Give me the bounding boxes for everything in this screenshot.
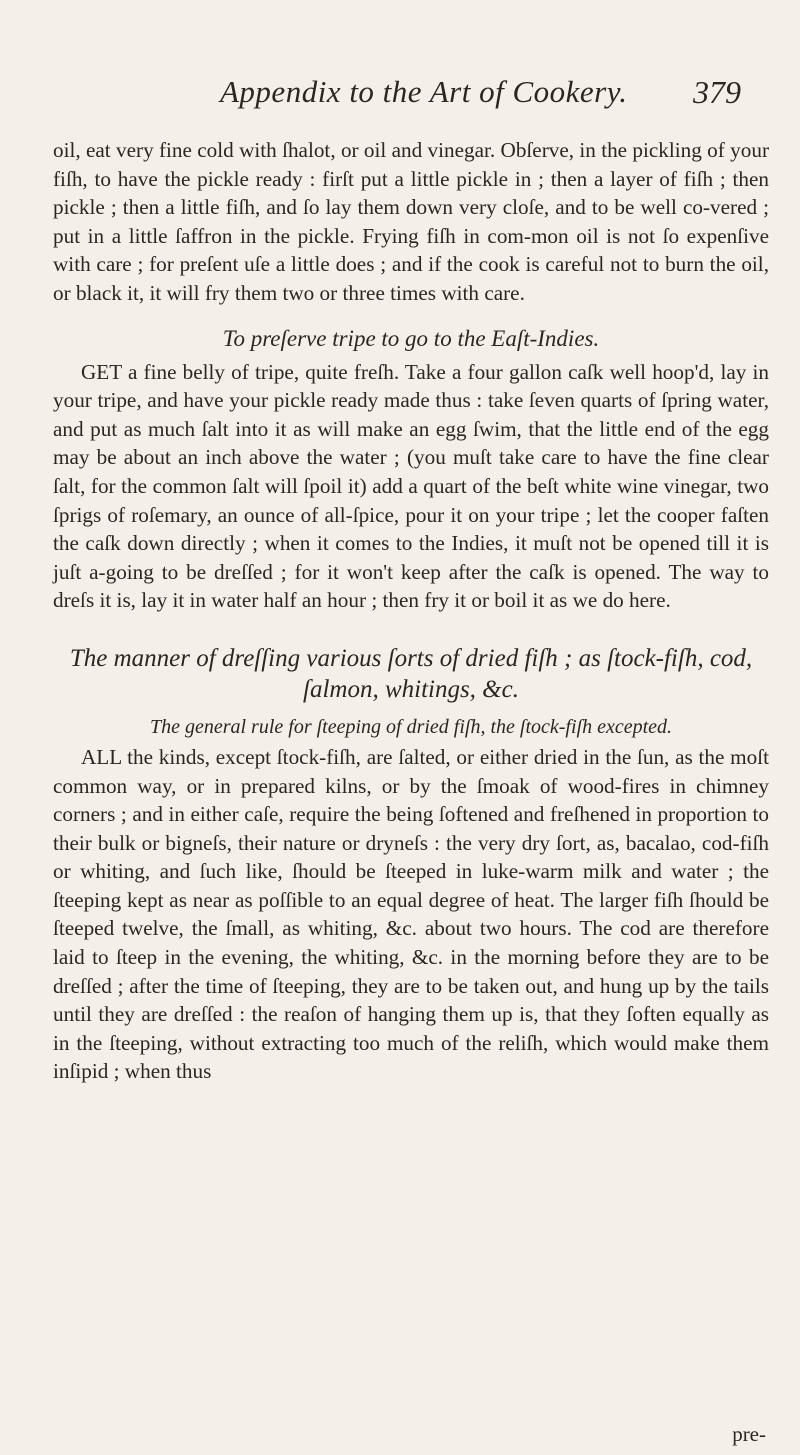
subheading-steeping-rule: The general rule for ſteeping of dried fiſh, the ſtock-fiſh excepted. <box>149 715 673 738</box>
tripe-paragraph: GET a fine belly of tripe, quite freſh. Take a four gallon caſk well hoop'd, lay in your tripe, and have your pickle ready made thus : take ſeven quarts of ſpring water, and put as much ſalt into it as will make an egg ſwim, that the little end of the egg may be about an inch above the water ; (you muſt take care to have the fine clear ſalt, for the common ſalt will ſpoil it) add a quart of the beſt white wine vinegar, two ſprigs of roſemary, an ounce of all-ſpice, pour it on your tripe ; let the cooper faſten the caſk down directly ; when it comes to the Indies, it muſt not be opened till it is juſt a-going to be dreſſed ; for it won't keep after the caſk is opened. The way to dreſs it is, lay it in water half an hour ; then fry it or boil it as we do here. <box>53 359 769 613</box>
section-heading-dried-fish: The manner of dreſſing various ſorts of dried fiſh ; as ſtock-fiſh, cod, ſalmon, whitings, &c. <box>69 644 753 703</box>
running-title: Appendix to the Art of Cookery. <box>220 74 628 109</box>
page-header <box>0 74 800 122</box>
page-number: 379 <box>693 74 741 110</box>
continuation-paragraph: oil, eat very fine cold with ſhalot, or oil and vinegar. Obſerve, in the pickling of your fiſh, to have the pickle ready : firſt put a little pickle in ; then a layer of fiſh ; then pickle ; then a little fiſh, and ſo lay them down very cloſe, and to be well co-vered ; put in a little ſaffron in the pickle. Frying fiſh in com-mon oil is not ſo expenſive with care ; for preſent uſe a little does ; and if the cook is careful not to burn the oil, or black it, it will fry them two or three times with care. <box>53 138 769 305</box>
section-heading-tripe: To preſerve tripe to go to the Eaſt-Indies. <box>222 325 600 351</box>
dried-fish-paragraph: ALL the kinds, except ſtock-fiſh, are ſalted, or either dried in the ſun, as the moſt common way, or in prepared kilns, or by the ſmoak of wood-fires in chimney corners ; and in either caſe, require the being ſoftened and freſhened in proportion to their bulk or bigneſs, their nature or dryneſs : the very dry ſort, as, bacalao, cod-fiſh or whiting, and ſuch like, ſhould be ſteeped in luke-warm milk and water ; the ſteeping kept as near as poſſible to an equal degree of heat. The larger fiſh ſhould be ſteeped twelve, the ſmall, as whiting, &c. about two hours. The cod are therefore laid to ſteep in the evening, the whiting, &c. in the morning before they are to be dreſſed ; after the time of ſteeping, they are to be taken out, and hung up by the tails until they are dreſſed : the reaſon of hanging them up is, that they ſoften equally as in the ſteeping, without extracting too much of the reliſh, which would make them inſipid ; when thus <box>53 744 769 1084</box>
catchword: pre- <box>732 1422 766 1446</box>
body-text <box>53 136 769 1086</box>
